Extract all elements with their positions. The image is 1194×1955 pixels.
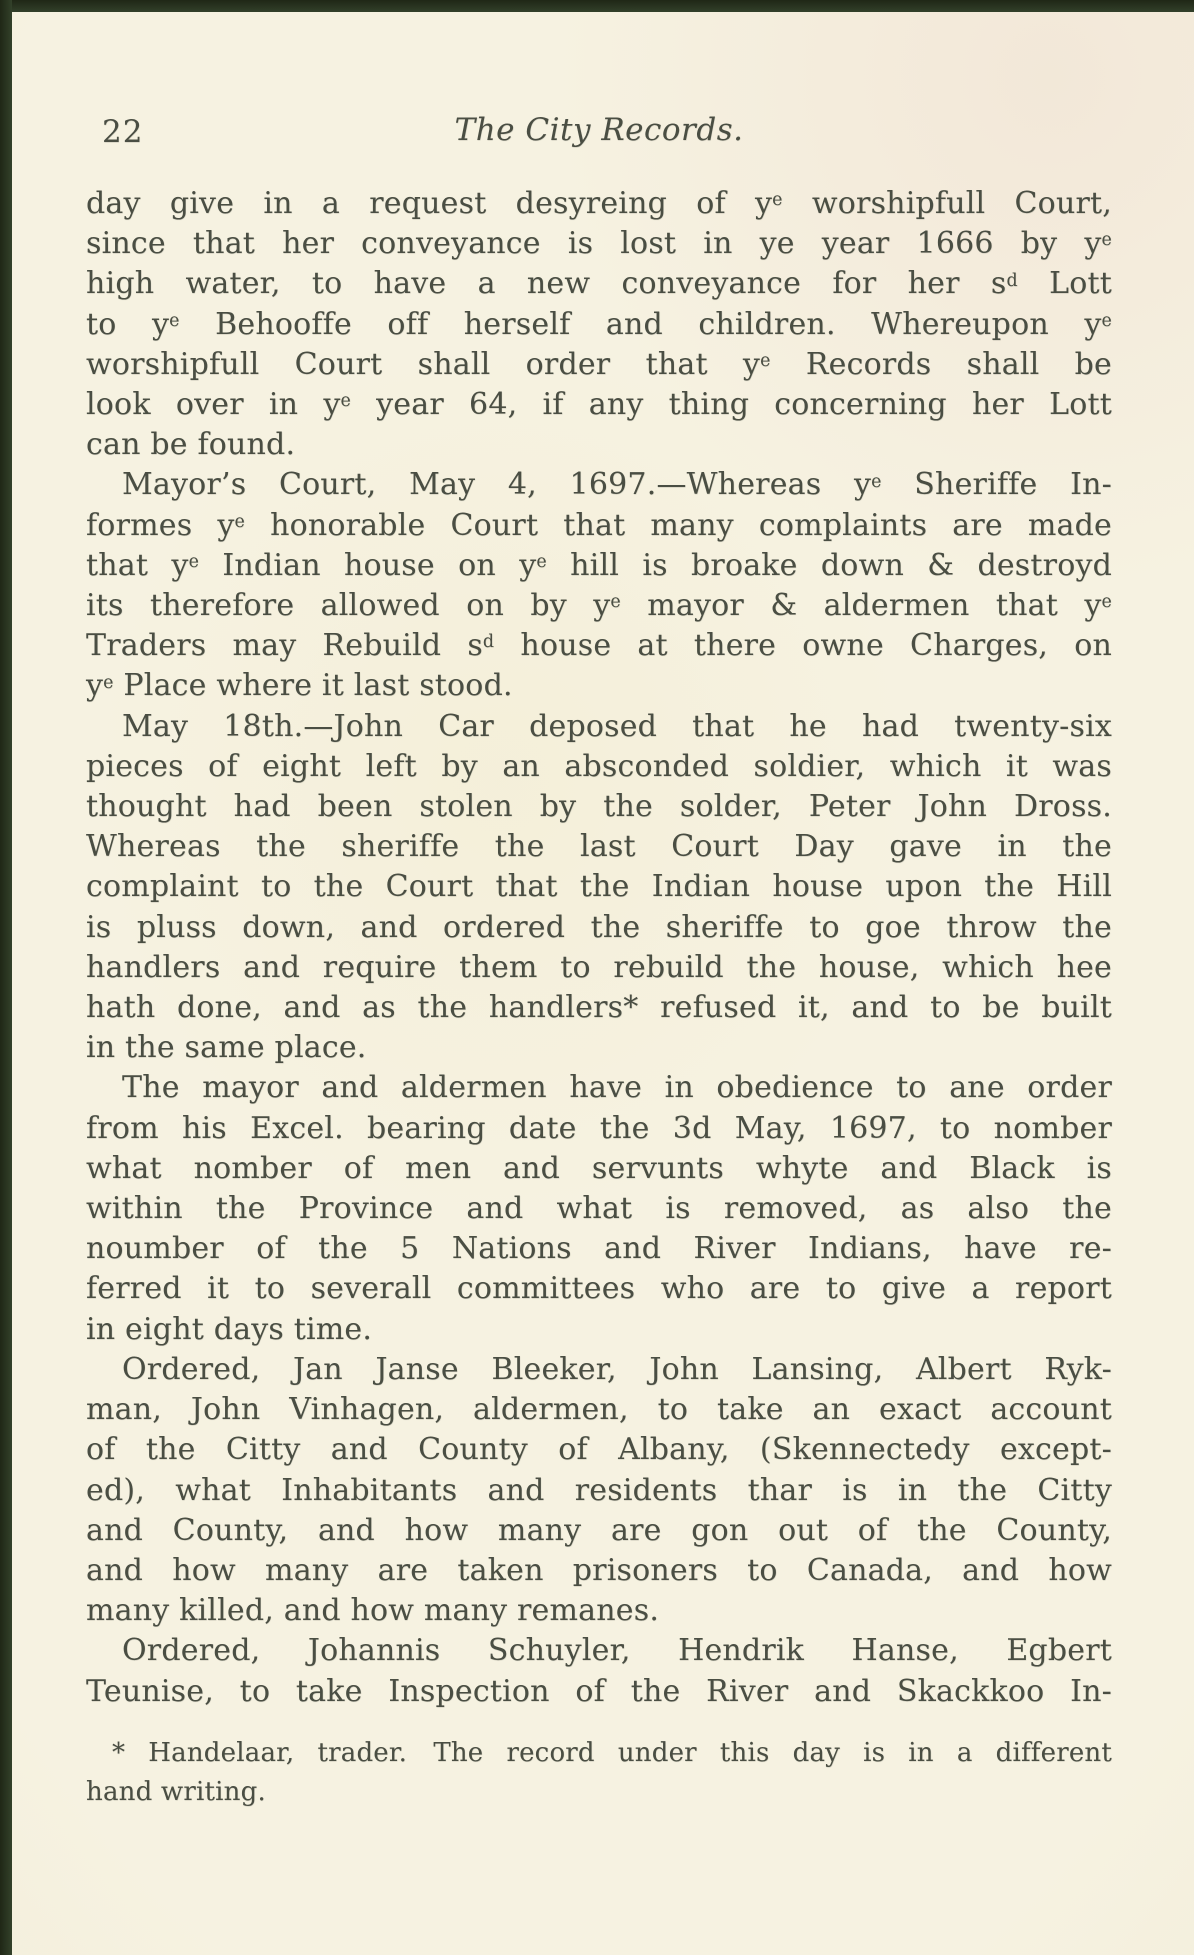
text-line: its therefore allowed on by $y^e$ mayor & aldermen that $y^e$ — [86, 588, 1112, 624]
text-line: is pluss down, and ordered the sheriffe to goe throw the — [86, 909, 1112, 945]
paragraph — [86, 1631, 1112, 1711]
text-line: Ordered, Jan Janse Bleeker, John Lansing, Albert Ryk- — [122, 1351, 1112, 1387]
text-line: worshipfull Court shall order that $y^e$ Records shall be — [86, 346, 1112, 382]
text-line: hath done, and as the handlers* refused it, and to be built — [86, 990, 1112, 1026]
footnote-line: * Handelaar, trader. The record under this day is in a different — [112, 1738, 1112, 1768]
text-line: $y^e$ Place where it last stood. — [86, 668, 513, 704]
paragraph — [86, 465, 1112, 706]
text-line: that $y^e$ Indian house on $y^e$ hill is broake down & destroyd — [86, 547, 1113, 583]
page-text — [86, 184, 1112, 1712]
text-line: man, John Vinhagen, aldermen, to take an exact account — [86, 1392, 1112, 1428]
text-line: look over in $y^e$ year 64, if any thing concerning her Lott — [86, 387, 1112, 423]
text-line: in eight days time. — [86, 1311, 373, 1347]
paragraph — [86, 1068, 1112, 1349]
paragraph — [86, 1350, 1112, 1631]
text-line: and County, and how many are gon out of the County, — [86, 1512, 1112, 1548]
text-line: since that her conveyance is lost in ye year 1666 by $y^e$ — [86, 226, 1112, 262]
text-line: can be found. — [86, 427, 296, 463]
text-line: from his Excel. bearing date the 3d May, 1697, to nomber — [86, 1110, 1112, 1146]
text-line: within the Province and what is removed, as also the — [86, 1191, 1112, 1227]
text-line: to $y^e$ Behooffe off herself and children. Whereupon $y^e$ — [86, 306, 1112, 342]
text-line: in the same place. — [86, 1030, 367, 1066]
text-line: formes $y^e$ honorable Court that many complaints are made — [86, 507, 1113, 543]
text-line: day give in a request desyreing of $y^e$ worshipfull Court, — [86, 186, 1113, 221]
text-line: Mayor’s Court, May 4, 1697.—Whereas $y^e$ Sheriffe In- — [122, 467, 1112, 503]
text-line: of the Citty and County of Albany, (Skennectedy except- — [86, 1432, 1112, 1468]
text-line: Teunise, to take Inspection of the River and Skackkoo In- — [86, 1673, 1112, 1709]
text-line: complaint to the Court that the Indian house upon the Hill — [86, 869, 1112, 905]
paragraph — [86, 707, 1112, 1069]
text-line: pieces of eight left by an absconded soldier, which it was — [86, 748, 1112, 784]
text-line: ed), what Inhabitants and residents thar is in the Citty — [86, 1472, 1112, 1508]
footnote — [86, 1734, 1112, 1812]
text-line: ferred it to severall committees who are to give a report — [86, 1271, 1112, 1307]
running-title: The City Records. — [454, 112, 744, 148]
page-header — [86, 112, 1112, 158]
text-line: The mayor and aldermen have in obedience to ane order — [122, 1070, 1112, 1106]
text-line: Ordered, Johannis Schuyler, Hendrik Hanse, Egbert — [122, 1633, 1112, 1669]
text-line: what nomber of men and servunts whyte and Black is — [86, 1150, 1112, 1186]
text-line: many killed, and how many remanes. — [86, 1593, 660, 1629]
text-line: Traders may Rebuild $s^d$ house at there owne Charges, on — [86, 628, 1112, 664]
scan-edge-top — [0, 0, 1194, 12]
text-line: noumber of the 5 Nations and River Indians, have re- — [86, 1231, 1112, 1267]
text-line: thought had been stolen by the solder, Peter John Dross. — [86, 789, 1112, 825]
paragraph — [86, 184, 1112, 465]
text-line: high water, to have a new conveyance for her $s^d$ Lott — [86, 266, 1112, 302]
text-line: May 18th.—John Car deposed that he had twenty-six — [122, 708, 1112, 744]
text-line: Whereas the sheriffe the last Court Day gave in the — [86, 829, 1112, 865]
scan-edge-left — [0, 0, 12, 1955]
text-line: handlers and require them to rebuild the house, which hee — [86, 949, 1112, 985]
text-line: and how many are taken prisoners to Canada, and how — [86, 1552, 1112, 1588]
page-number: 22 — [102, 114, 144, 150]
footnote-line: hand writing. — [86, 1777, 266, 1807]
